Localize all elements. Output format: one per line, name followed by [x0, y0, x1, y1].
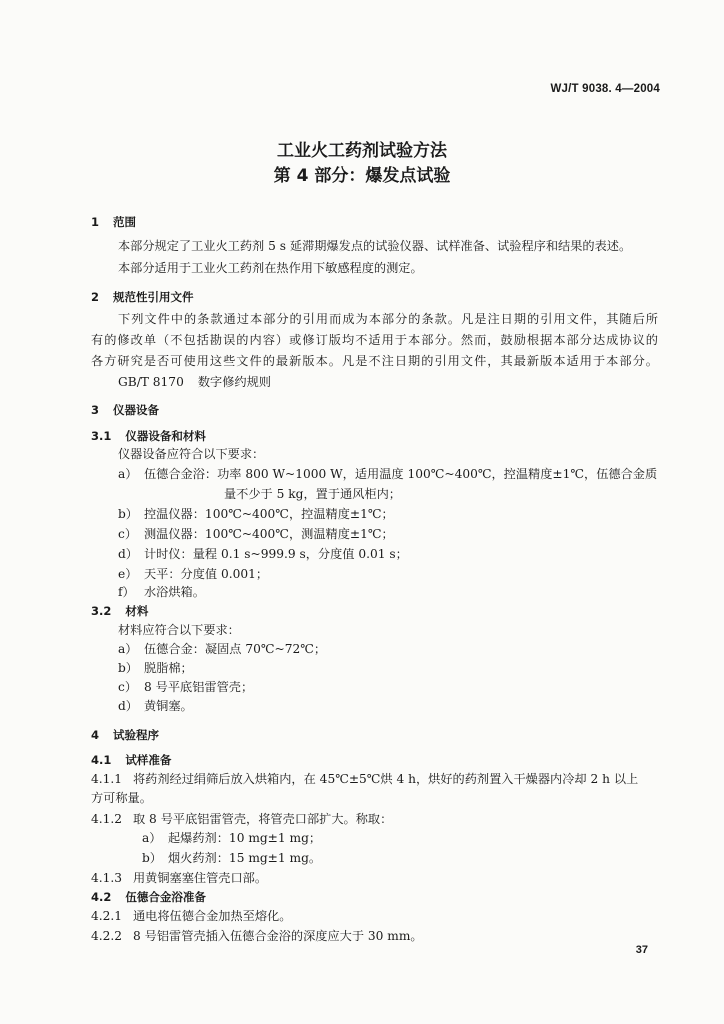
- section-number: 4.1: [91, 753, 112, 767]
- list-text: 伍德合金：凝固点 70℃~72℃；: [144, 642, 327, 656]
- list-item: [118, 546, 408, 562]
- section-2-paragraph-line-1: 下列文件中的条款通过本部分的引用而成为本部分的条款。凡是注日期的引用文件，其随后所: [118, 312, 658, 326]
- clause-4-1-3: [91, 870, 267, 886]
- clause-4-1-1: [91, 771, 638, 787]
- list-item: [118, 466, 657, 482]
- clause-number: 4.2.2: [91, 929, 123, 943]
- section-1-paragraph-1: 本部分规定了工业火工药剂 5 s 延滞期爆发点的试验仪器、试样准备、试验程序和结果的表述。: [118, 239, 632, 253]
- list-label: b）: [142, 851, 162, 865]
- clause-text: 取 8 号平底铝雷管壳，将管壳口部扩大。称取：: [133, 812, 393, 826]
- list-text: 8 号平底铝雷管壳；: [144, 680, 254, 694]
- clause-number: 4.1.3: [91, 871, 123, 885]
- standard-code: WJ/T 9038. 4—2004: [550, 83, 660, 95]
- section-3-heading: [91, 402, 159, 418]
- document-title: 工业火工药剂试验方法: [277, 141, 447, 161]
- list-text: 计时仪：量程 0.1 s~999.9 s，分度值 0.01 s；: [144, 547, 408, 561]
- list-label: a）: [118, 467, 138, 481]
- list-item: [118, 526, 394, 542]
- clause-text: 通电将伍德合金加热至熔化。: [133, 909, 292, 923]
- reference-code: GB/T 8170: [118, 375, 184, 389]
- list-label: b）: [118, 661, 138, 675]
- section-1-heading: [91, 214, 136, 230]
- clause-text: 将药剂经过绢筛后放入烘箱内，在 45℃±5℃烘 4 h，烘好的药剂置入干燥器内冷却 2 h 以上: [133, 772, 639, 786]
- section-title: 仪器设备和材料: [125, 429, 206, 443]
- list-label: d）: [118, 547, 138, 561]
- subsection-3-2-intro: 材料应符合以下要求：: [118, 623, 240, 637]
- clause-4-1-1-continuation: 方可称量。: [91, 791, 152, 805]
- list-label: e）: [118, 567, 138, 581]
- subsection-4-2-heading: [91, 889, 206, 905]
- clause-number: 4.1.1: [91, 772, 123, 786]
- section-title: 试样准备: [125, 753, 172, 767]
- section-1-paragraph-2: 本部分适用于工业火工药剂在热作用下敏感程度的测定。: [118, 261, 423, 275]
- clause-text: 8 号铝雷管壳插入伍德合金浴的深度应大于 30 mm。: [133, 929, 423, 943]
- section-number: 4.2: [91, 890, 112, 904]
- section-4-heading: [91, 727, 159, 743]
- section-number: 3.1: [91, 429, 112, 443]
- section-title: 伍德合金浴准备: [125, 890, 206, 904]
- clause-4-1-2: [91, 811, 392, 827]
- clause-number: 4.2.1: [91, 909, 123, 923]
- section-title: 规范性引用文件: [113, 290, 194, 304]
- list-item: [118, 698, 193, 714]
- section-number: 2: [91, 290, 100, 304]
- reference-title: 数字修约规则: [197, 375, 271, 389]
- document-subtitle: 第 4 部分：爆发点试验: [273, 166, 451, 186]
- section-title: 试验程序: [113, 728, 160, 742]
- section-2-paragraph-line-3: 各方研究是否可使用这些文件的最新版本。凡是不注日期的引用文件，其最新版本适用于本部分。: [91, 354, 658, 368]
- list-item-continuation: 量不少于 5 kg，置于通风柜内；: [224, 487, 401, 501]
- section-number: 4: [91, 728, 100, 742]
- list-item: [118, 584, 205, 600]
- section-number: 3.2: [91, 604, 112, 618]
- clause-number: 4.1.2: [91, 812, 123, 826]
- list-label: b）: [118, 507, 138, 521]
- list-text: 脱脂棉；: [144, 661, 193, 675]
- list-label: d）: [118, 699, 138, 713]
- list-text: 天平：分度值 0.001；: [144, 567, 269, 581]
- list-text: 起爆药剂：10 mg±1 mg；: [168, 831, 322, 845]
- list-label: c）: [118, 680, 138, 694]
- section-number: 3: [91, 403, 100, 417]
- list-label: a）: [142, 831, 162, 845]
- list-text: 烟火药剂：15 mg±1 mg。: [168, 851, 322, 865]
- list-item: [118, 679, 253, 695]
- list-text: 测温仪器：100℃~400℃，测温精度±1℃；: [144, 527, 394, 541]
- list-text: 伍德合金浴：功率 800 W~1000 W，适用温度 100℃~400℃，控温精度±1℃，伍德合金质: [144, 467, 658, 481]
- list-text: 黄铜塞。: [144, 699, 193, 713]
- list-text: 控温仪器：100℃~400℃，控温精度±1℃；: [144, 507, 394, 521]
- clause-4-2-2: [91, 928, 423, 944]
- section-2-paragraph-line-2: 有的修改单（不包括勘误的内容）或修订版均不适用于本部分。然而，鼓励根据本部分达成协议的: [91, 333, 658, 347]
- subsection-3-2-heading: [91, 603, 148, 619]
- subsection-3-1-intro: 仪器设备应符合以下要求：: [118, 447, 265, 461]
- clause-text: 用黄铜塞塞住管壳口部。: [133, 871, 268, 885]
- list-text: 水浴烘箱。: [144, 585, 205, 599]
- section-title: 材料: [125, 604, 149, 618]
- list-item: [142, 830, 321, 846]
- section-2-heading: [91, 289, 194, 305]
- list-item: [118, 660, 193, 676]
- section-title: 仪器设备: [113, 403, 160, 417]
- list-item: [118, 566, 268, 582]
- list-item: [118, 641, 326, 657]
- list-label: c）: [118, 527, 138, 541]
- section-number: 1: [91, 215, 100, 229]
- clause-4-2-1: [91, 908, 291, 924]
- list-label: a）: [118, 642, 138, 656]
- section-title: 范围: [113, 215, 137, 229]
- subsection-3-1-heading: [91, 428, 206, 444]
- page-number: 37: [635, 944, 648, 956]
- list-item: [142, 850, 321, 866]
- list-item: [118, 506, 394, 522]
- subsection-4-1-heading: [91, 752, 171, 768]
- list-label: f）: [118, 585, 135, 599]
- normative-reference: [118, 374, 271, 390]
